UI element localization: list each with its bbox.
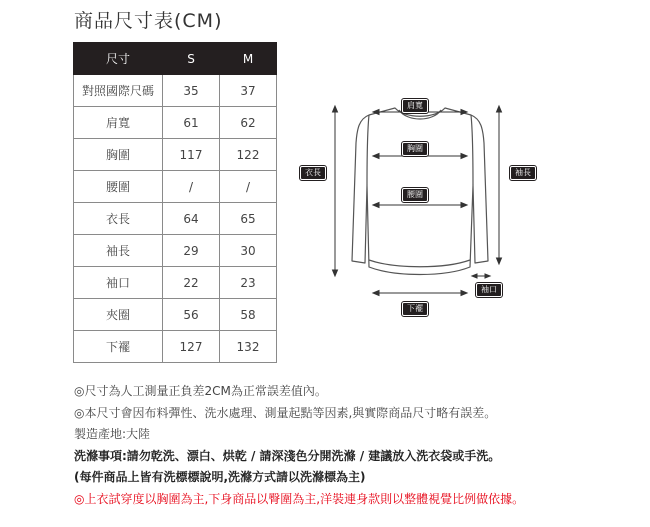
note-washing: 洗滌事項:請勿乾洗、漂白、烘乾 / 請深淺色分開洗滌 / 建議放入洗衣袋或手洗。 — [74, 448, 501, 463]
cell-m: 30 — [220, 235, 277, 267]
cell-m: 132 — [220, 331, 277, 363]
row-label: 肩寬 — [74, 107, 163, 139]
hem-tag: 下襬 — [402, 302, 428, 316]
cell-s: 29 — [163, 235, 220, 267]
cell-m: 62 — [220, 107, 277, 139]
sleeve-length-tag: 袖長 — [510, 166, 536, 180]
cell-s: 64 — [163, 203, 220, 235]
cell-m: 37 — [220, 75, 277, 107]
note-origin: 製造產地:大陸 — [74, 427, 151, 441]
table-row — [74, 235, 277, 267]
cell-s: 56 — [163, 299, 220, 331]
length-tag: 衣長 — [300, 166, 326, 180]
cuff-tag: 袖口 — [476, 283, 502, 297]
table-row — [74, 267, 277, 299]
table-row — [74, 203, 277, 235]
page-title: 商品尺寸表(CM) — [74, 10, 223, 32]
table-row — [74, 139, 277, 171]
note-wash-label: (每件商品上皆有洗標標說明,洗滌方式請以洗滌標為主) — [74, 470, 366, 484]
table-row — [74, 171, 277, 203]
note-tolerance: ◎尺寸為人工測量正負差2CM為正常誤差值內。 — [74, 384, 327, 398]
chest-tag: 胸圍 — [402, 142, 428, 156]
cell-s: 61 — [163, 107, 220, 139]
shirt-outline-icon — [295, 95, 545, 320]
row-label: 下襬 — [74, 331, 163, 363]
cell-s: 117 — [163, 139, 220, 171]
garment-diagram — [295, 95, 545, 320]
cell-m: 23 — [220, 267, 277, 299]
cell-m: 122 — [220, 139, 277, 171]
row-label: 袖長 — [74, 235, 163, 267]
table-header: S — [163, 43, 220, 75]
cell-s: 22 — [163, 267, 220, 299]
waist-tag: 腰圍 — [402, 188, 428, 202]
table-header: 尺寸 — [74, 43, 163, 75]
table-row — [74, 75, 277, 107]
note-fit: ◎上衣試穿度以胸圍為主,下身商品以臀圍為主,洋裝連身款則以整體視覺比例做依據。 — [74, 491, 525, 506]
cell-m: 58 — [220, 299, 277, 331]
row-label: 袖口 — [74, 267, 163, 299]
row-label: 胸圍 — [74, 139, 163, 171]
size-table — [73, 42, 277, 363]
row-label: 衣長 — [74, 203, 163, 235]
row-label: 對照國際尺碼 — [74, 75, 163, 107]
table-header: M — [220, 43, 277, 75]
cell-m: 65 — [220, 203, 277, 235]
table-row — [74, 331, 277, 363]
row-label: 夾圈 — [74, 299, 163, 331]
cell-s: / — [163, 171, 220, 203]
row-label: 腰圍 — [74, 171, 163, 203]
table-header-row — [74, 43, 277, 75]
table-row — [74, 107, 277, 139]
table-row — [74, 299, 277, 331]
cell-s: 127 — [163, 331, 220, 363]
cell-m: / — [220, 171, 277, 203]
cell-s: 35 — [163, 75, 220, 107]
note-variance: ◎本尺寸會因布料彈性、洗水處理、測量起點等因素,與實際商品尺寸略有誤差。 — [74, 405, 497, 420]
notes — [74, 381, 524, 510]
shoulder-tag: 肩寬 — [402, 99, 428, 113]
